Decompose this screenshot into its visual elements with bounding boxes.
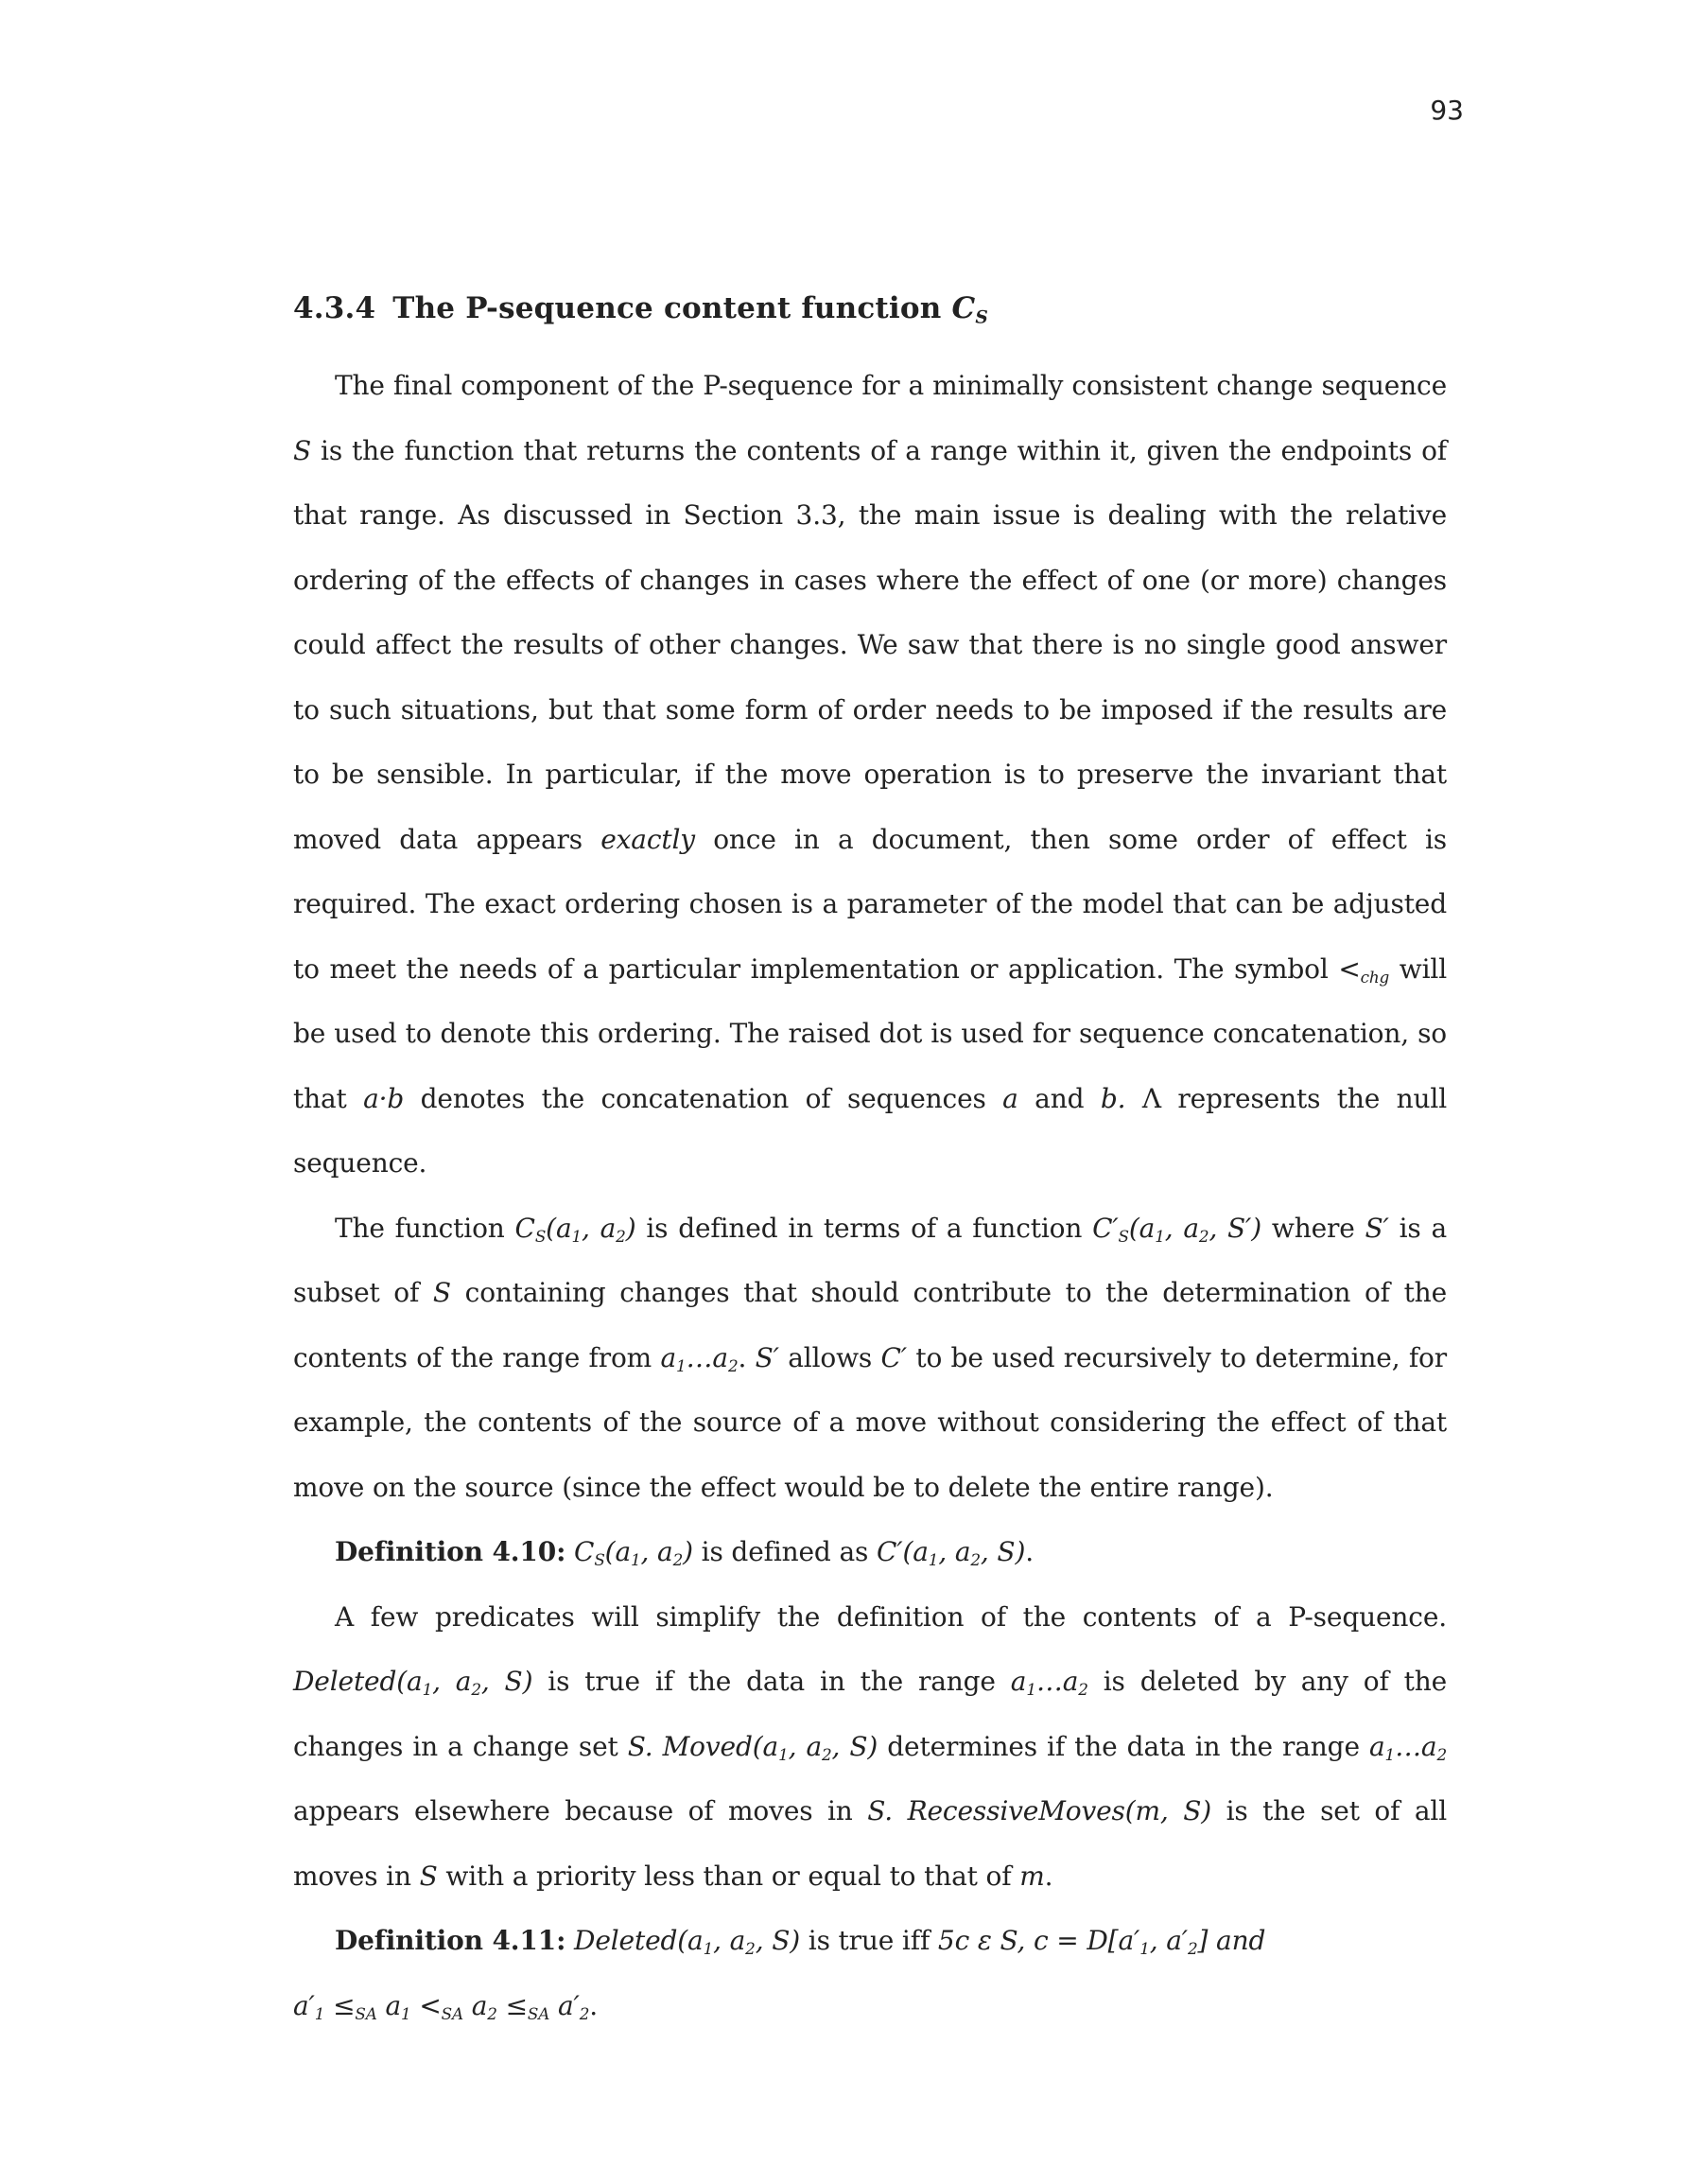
math-expr: a·b	[363, 1082, 405, 1114]
math-sub: SA	[355, 2003, 377, 2023]
math-expr: )	[683, 1536, 693, 1567]
emphasis: exactly	[600, 823, 695, 855]
definition-label: Definition 4.11:	[335, 1925, 566, 1956]
math-sub: 1	[703, 1939, 714, 1959]
math-sub: 1	[1155, 1226, 1165, 1246]
math-sub: S	[534, 1226, 547, 1246]
math-var: C′	[1092, 1212, 1119, 1244]
math-sub: 2	[487, 2003, 497, 2023]
math-expr: Deleted(a	[293, 1666, 423, 1697]
section-heading	[293, 284, 1447, 333]
math-sub: 1	[676, 1355, 687, 1375]
math-expr: , S)	[980, 1536, 1026, 1567]
text: is the function that returns the contents of a range within it, given the endpoints of that range. As discussed in Section 3.3, the main issue is dealing with the relative ordering of the effects of changes in cases where the effect of one (or more) changes could affect the results of other changes. We saw that there is no single good answer to such situations, but that some form of order needs to be imposed if the results are to be sensible. In particular, if the move operation is to preserve the invariant that moved data appears	[293, 434, 1447, 855]
math-var: S′	[755, 1341, 779, 1373]
math-sub: 2	[471, 1680, 481, 1700]
math-sub: 1	[571, 1226, 583, 1246]
text: is a subset of	[293, 1212, 1448, 1308]
text: .	[1044, 1860, 1053, 1892]
math-sub: 2	[970, 1550, 981, 1570]
text: .	[589, 1989, 599, 2021]
text: where	[1261, 1212, 1365, 1244]
math-var: S	[419, 1860, 438, 1892]
math-sub: 2	[1198, 1226, 1209, 1246]
math-var: S	[293, 434, 312, 466]
text	[1125, 1083, 1141, 1114]
text: allows	[778, 1341, 881, 1373]
math-var: a	[660, 1341, 677, 1373]
math-sub: 2	[745, 1939, 756, 1959]
math-expr: …a	[1035, 1666, 1079, 1697]
math-var: b.	[1100, 1082, 1126, 1114]
text: represents the null sequence.	[293, 1082, 1447, 1179]
math-expr: (a	[1128, 1212, 1156, 1244]
math-expr: , a	[713, 1925, 746, 1956]
math-expr: Moved(a	[662, 1730, 779, 1762]
definition-4-10	[293, 1520, 1447, 1585]
math-var: a′	[293, 1989, 315, 2021]
section-number: 4.3.4	[293, 291, 376, 325]
page-number: 93	[1430, 95, 1464, 126]
math-sub: S	[1118, 1226, 1129, 1246]
math-symbol: <	[419, 1989, 442, 2021]
math-sub: 2	[1078, 1680, 1088, 1700]
math-var: a	[385, 1989, 402, 2021]
math-expr: , S)	[755, 1925, 801, 1956]
math-expr: (a	[546, 1212, 572, 1244]
text: determines if the data in the range	[878, 1730, 1369, 1762]
text: is deleted by any of the changes in a change set	[293, 1666, 1448, 1762]
math-expr: RecessiveMoves(m, S)	[907, 1795, 1212, 1826]
math-sub: 2	[616, 1226, 626, 1246]
text: is defined in terms of a function	[635, 1212, 1093, 1244]
math-var: a′	[557, 1989, 580, 2021]
math-var: a	[471, 1989, 488, 2021]
text: once in a document, then some order of effect is required. The exact ordering chosen is a parameter of the model that can be adjusted to meet the needs of a particular implementation or application. The symbol	[293, 823, 1447, 985]
math-sub: 2	[672, 1550, 684, 1570]
text: A few predicates will simplify the definition of the contents of a P-sequence.	[335, 1600, 1447, 1633]
math-sub: 1	[1384, 1744, 1396, 1764]
math-var: m	[1019, 1860, 1045, 1892]
math-expr: , S)	[831, 1730, 878, 1762]
text: containing changes that should contribute to the determination of the contents of the range from	[293, 1277, 1447, 1373]
math-symbol: <	[1338, 952, 1361, 985]
text: The function	[335, 1212, 515, 1244]
text: appears elsewhere because of moves in	[293, 1795, 868, 1826]
text: denotes the concatenation of sequences	[404, 1082, 1003, 1114]
math-expr: , a	[582, 1212, 617, 1244]
math-expr: …a	[1395, 1730, 1437, 1762]
text: .	[1025, 1536, 1034, 1567]
math-expr: …a	[686, 1341, 728, 1373]
math-expr: C′(a	[876, 1536, 929, 1567]
math-sub: 2	[727, 1355, 739, 1375]
math-expr: , a	[1164, 1212, 1199, 1244]
definition-label: Definition 4.10:	[335, 1536, 566, 1567]
math-sub: 1	[631, 1550, 641, 1570]
math-expr: , a	[938, 1536, 971, 1567]
math-expr: , S)	[480, 1666, 533, 1697]
math-var: C	[514, 1212, 535, 1244]
math-expr: ] and	[1197, 1925, 1266, 1956]
text: .	[738, 1341, 756, 1373]
math-var: S.	[627, 1730, 653, 1762]
text	[893, 1795, 908, 1826]
math-sub: 2	[1436, 1744, 1447, 1764]
math-sub: 2	[579, 2003, 590, 2023]
math-expr: , S′)	[1209, 1212, 1262, 1244]
math-symbol: Λ	[1141, 1082, 1161, 1114]
math-symbol: ≤	[505, 1989, 528, 2021]
text: will be used to denote this ordering. The raised dot is used for sequence concatenation, so that	[293, 952, 1447, 1114]
text: is true if the data in the range	[532, 1666, 1011, 1697]
definition-4-11	[293, 1909, 1447, 1974]
math-var: C	[574, 1536, 595, 1567]
math-expr: , a	[640, 1536, 673, 1567]
math-expr: 5c ε S, c = D[a′	[937, 1925, 1140, 1956]
math-sub: 1	[778, 1744, 789, 1764]
math-expr: )	[625, 1212, 636, 1244]
math-expr: (a	[604, 1536, 631, 1567]
math-expr: , a	[788, 1730, 822, 1762]
paragraph-3	[293, 1585, 1447, 1910]
math-sub: SA	[441, 2003, 463, 2023]
text: The final component of the P-sequence for a minimally consistent change sequence	[335, 370, 1447, 401]
paragraph-2	[293, 1197, 1447, 1521]
text: and	[1017, 1082, 1101, 1114]
math-var: a	[1002, 1082, 1018, 1114]
text: is the set of all moves in	[293, 1795, 1447, 1892]
math-var: C′	[880, 1341, 907, 1373]
math-expr: , a′	[1149, 1925, 1188, 1956]
section-symbol-sub: S	[975, 307, 989, 328]
math-var: S′	[1365, 1212, 1389, 1244]
text: with a priority less than or equal to that of	[437, 1860, 1020, 1892]
math-sub: 1	[314, 2003, 325, 2023]
math-sub: 2	[1188, 1939, 1198, 1959]
math-var: S	[432, 1277, 451, 1308]
math-var: a	[1010, 1666, 1027, 1697]
math-expr: , a	[432, 1666, 472, 1697]
text: is defined as	[692, 1536, 877, 1567]
math-sub: 1	[401, 2003, 411, 2023]
math-sub: 1	[1139, 1939, 1150, 1959]
math-sub: 1	[928, 1550, 939, 1570]
text	[653, 1731, 663, 1762]
paragraph-1	[293, 354, 1447, 1197]
section-symbol: C	[951, 291, 976, 325]
math-sub: chg	[1360, 967, 1390, 987]
math-sub: S	[594, 1550, 605, 1570]
math-sub: 1	[422, 1680, 433, 1700]
math-sub: SA	[527, 2003, 550, 2023]
text: to be used recursively to determine, for example, the contents of the source of a move without considering the effect of that move on the source (since the effect would be to delete the entire range).	[293, 1341, 1447, 1503]
math-var: S.	[867, 1795, 894, 1826]
main-content	[293, 284, 1447, 2038]
math-symbol: ≤	[333, 1989, 356, 2021]
math-var: a	[1368, 1730, 1385, 1762]
text: is true iff	[800, 1925, 938, 1956]
math-expr: Deleted(a	[574, 1925, 704, 1956]
section-title: The P-sequence content function	[392, 291, 952, 325]
math-sub: 1	[1026, 1680, 1036, 1700]
definition-4-11-line-2	[293, 1974, 1447, 2039]
math-sub: 2	[822, 1744, 832, 1764]
